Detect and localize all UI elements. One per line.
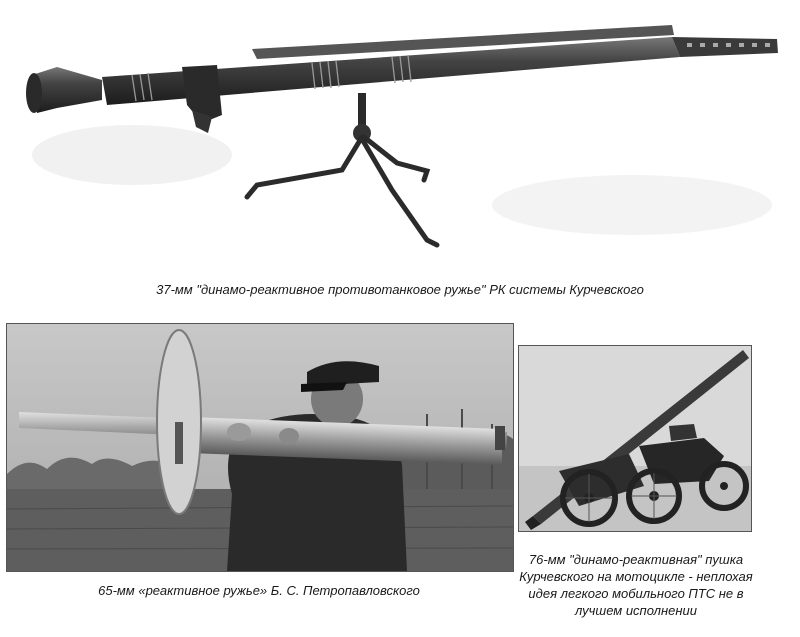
photo-37mm-rifle bbox=[12, 5, 792, 260]
photo-65mm-rifle bbox=[6, 323, 514, 572]
caption-76mm-line-1: 76-мм "динамо-реактивная" пушка bbox=[528, 552, 744, 567]
caption-37mm-rifle: 37-мм "динамо-реактивное противотанковое ружье" РК системы Курчевского bbox=[156, 282, 644, 297]
caption-65mm-rifle: 65-мм «реактивное ружье» Б. С. Петропавловского bbox=[98, 583, 420, 598]
caption-76mm-gun bbox=[516, 551, 756, 619]
photo-76mm-motorcycle-gun bbox=[518, 345, 752, 532]
caption-76mm-line-3: идея легкого мобильного ПТС не в bbox=[528, 586, 744, 601]
caption-76mm-line-4: лучшем исполнении bbox=[575, 603, 697, 618]
caption-76mm-line-2: Курчевского на мотоцикле - неплохая bbox=[519, 569, 753, 584]
